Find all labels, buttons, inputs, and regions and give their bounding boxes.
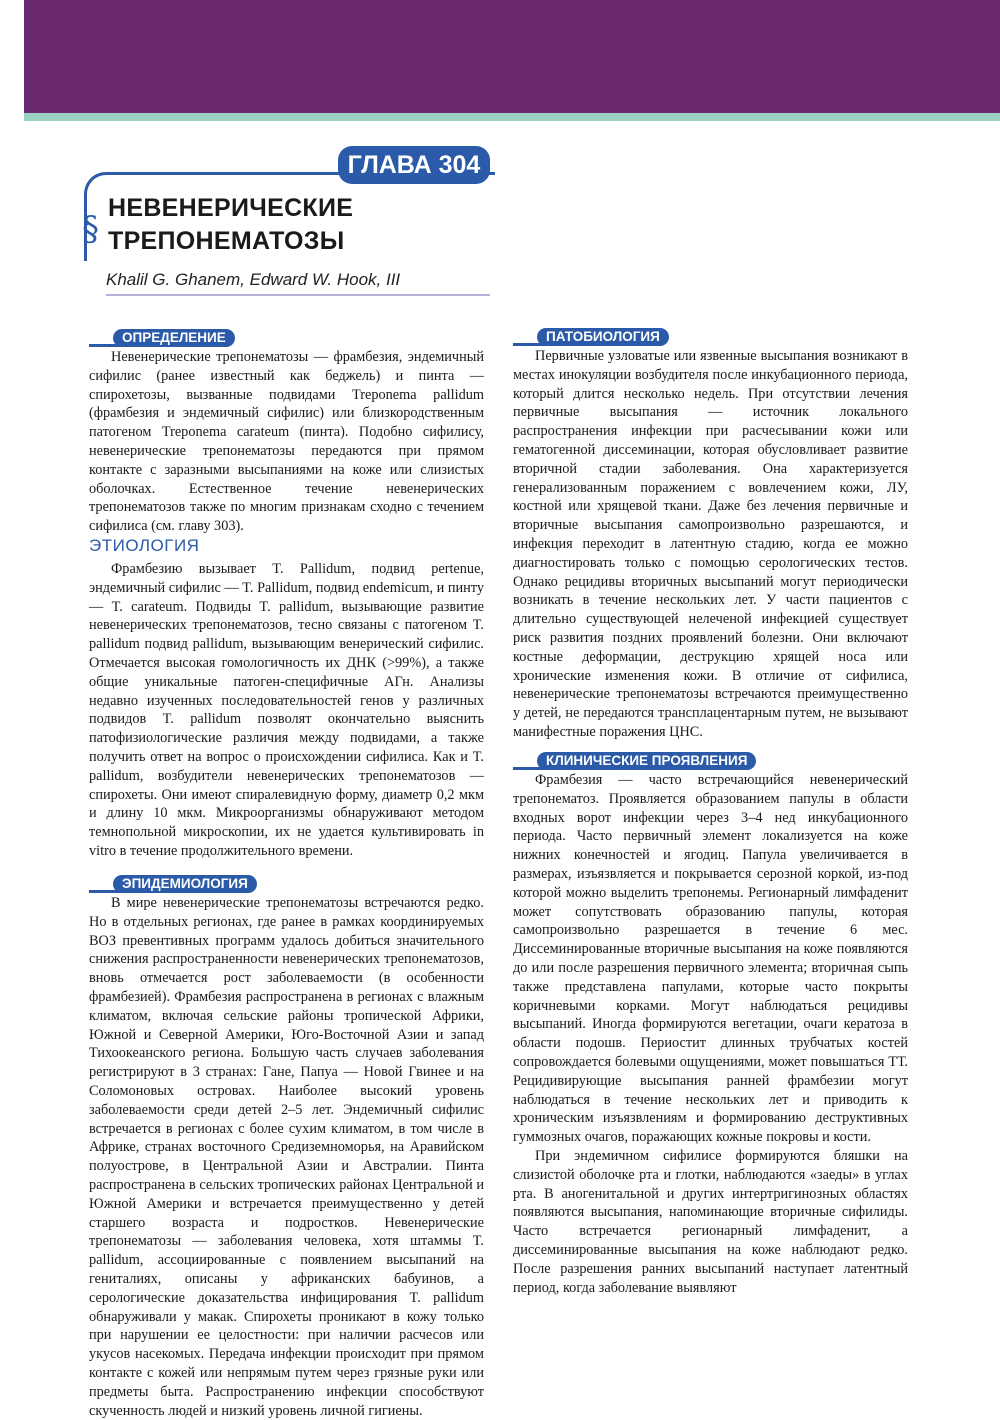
definition-text: Невенерические трепонематозы — фрамбезия, эндемичный сифилис (ранее известный как беджель) и пинта — спирохетозы, вызванные подвидами Treponema pallidum (фрамбезия и эндемичный сифилис) или близкородственным патогеном Treponema carateum (пинта). Подобно сифилису, невенерические трепонематозы передаются при прямом контакте с заразными высыпаниями на коже или слизистых оболочках. Естественное течение невенерических трепонематозов также по многим признакам сходно с течением сифилиса (см. главу 303). xyxy=(89,349,484,535)
heading-pill: ОПРЕДЕЛЕНИЕ xyxy=(113,329,235,347)
authors-rule xyxy=(106,294,490,296)
epidemiology-right xyxy=(513,155,908,315)
authors: Khalil G. Ghanem, Edward W. Hook, III xyxy=(106,270,401,289)
pathobiology-text: Первичные узловатые или язвенные высыпания возникают в местах инокуляции возбудителя после инкубационного периода, который длится несколько недель. При отсутствии лечения первичные высыпания — источник локального распространения инфекции при расчесывании кожи или гематогенной диссеминации, которая обусловливает развитие вторичной стадии заболевания. Она характеризуется генерализованным поражением с вовлечением кожи, ЛУ, костной или хрящевой ткани. Даже без лечения первичные и вторичные высыпания самопроизвольно разрешаются, и инфекция переходит в латентную стадию, когда ее можно диагностировать только с помощью серологических тестов. Однако рецидивы вторичных высыпаний могут периодически возникать в течение нескольких лет. У части пациентов с длительно существующей нелеченой инфекцией существует риск развития поздних проявлений болезни. Они включают костные деформации, деструкцию хрящей носа или хронические изменения кожи. В отличие от сифилиса, невенерические трепонематозы встречаются преимущественно у детей, не передаются трансплацентарным путем, не вызывают манифестные поражения ЦНС. xyxy=(513,348,908,740)
heading-pill: КЛИНИЧЕСКИЕ ПРОЯВЛЕНИЯ xyxy=(537,752,756,770)
etiology-heading: ЭТИОЛОГИЯ xyxy=(89,536,200,555)
epidemiology-text: В мире невенерические трепонематозы встречаются редко. Но в отдельных регионах, где ранее в рамках координируемых ВОЗ превентивных программ удалось добиться значительного снижения распространенности невенерических трепонематозов, вновь отмечается рост заболеваемости (в особенности фрамбезией). Фрамбезия распространена в регионах с влажным климатом, включая сельские районы тропической Африки, Южной и Северной Америки, Юго-Восточной Азии и запад Тихоокеанского региона. Большую часть случаев заболевания регистрируют в 3 странах: Гане, Папуа — Новой Гвинее и на Соломоновых островах. Наиболее высокий уровень заболеваемости среди детей 2–5 лет. Эндемичный сифилис встречается в регионах с более сухим климатом, в том числе в Африке, странах восточного Средиземноморья, на Аравийском полуострове, в Центральной Азии и Австралии. Пинта распространена в сельских тропических районах Центральной и Южной Америки и встречается преимущественно у детей старшего возраста и подростков. Невенерические трепонематозы — заболевания человека, хотя штаммы T. pallidum, ассоциированные с появлением высыпаний на гениталиях, описаны у африканских бабуинов, а серологические доказательства инфицирования T. pallidum обнаруживали у макак. Спирохеты проникают в кожу только при нарушении ее целостности: при наличии расчесов или укусов насекомых. Передача инфекции происходит при прямом контакте с кожей или непрямым путем через грязные руки или предметы быта. Распространению инфекции способствуют скученность людей и низкий уровень личной гигиены. xyxy=(89,895,484,1419)
clinical-text-1: Фрамбезия — часто встречающийся невенерический трепонематоз. Проявляется образованием папулы в области входных ворот инфекции через 3–4 нед инкубационного периода. Часто первичный элемент локализуется на коже нижних конечностей и ягодиц. Папула увеличивается в размерах, изъязвляется и покрывается серозной коркой, из-под которой можно выделить трепонемы. Регионарный лимфаденит может сопутствовать образованию папулы, которая самопроизвольно разрешается в течение 6 мес. Диссеминированные вторичные высыпания на коже появляются до или после разрешения первичного элемента; вторичная сыпь также представлена папулами, которые часто покрыты коричневыми корками. Могут наблюдаться рецидивы высыпаний. Иногда формируются вегетации, очаги кератоза в области подошв. Периостит длинных трубчатых костей сопровождается болевыми ощущениями, может повышаться ТТ. Рецидивирующие высыпания ранней фрамбезии могут наблюдаться в течение нескольких лет и приводить к хроническим изъязвлениям и формированию деструктивных гуммозных очагов, поражающих кожные покровы и кости. xyxy=(513,772,908,1146)
header-rule xyxy=(24,113,1000,121)
clinical-section xyxy=(513,771,908,1296)
etiology-text: Фрамбезию вызывает T. Pallidum, подвид pertenue, эндемичный сифилис — T. Pallidum, подвид endemicum, и пинту — T. carateum. Подвиды T. pallidum, вызывающие развитие невенерических трепонематозов, тесно связаны с патогеном T. pallidum подвид pallidum, вызывающим венерический сифилис. Отмечается высокая гомологичность их ДНК (>99%), а также общие уникальные патоген-специфичные АГн. Анализы недавно изученных последовательностей генов у различных подвидов T. pallidum позволят окончательно выяснить патофизиологические различия между подвидами, а также получить ответ на вопрос о происхождении сифилиса. Как и T. pallidum, возбудители невенерических трепонематозов — спирохеты. Они имеют спиралевидную форму, диаметр 0,2 мкм и длину 10 мкм. Микроорганизмы обнаруживают методом темнопольной микроскопии, их не удается культивировать in vitro в течение продолжительного времени. xyxy=(89,561,485,859)
header-band xyxy=(24,0,1000,113)
etiology-section xyxy=(89,560,484,861)
heading-pill: ПАТОБИОЛОГИЯ xyxy=(537,328,669,346)
pathobiology-section xyxy=(513,347,908,742)
epidemiology-left xyxy=(89,894,484,1419)
clinical-text-2: При эндемичном сифилисе формируются бляшки на слизистой оболочке рта и глотки, наблюдаются «заеды» в углах рта. В аногенитальной и других интертригинозных областях появляются высыпания, напоминающие вторичные сифилиды. Часто встречается регионарный лимфаденит, а диссеминированные высыпания на коже наблюдают редко. После разрешения ранних высыпаний наступает латентный период, когда заболевание выявляют xyxy=(513,1147,908,1296)
chapter-title: НЕВЕНЕРИЧЕСКИЕ ТРЕПОНЕМАТОЗЫ xyxy=(108,194,354,255)
section-ornament-icon: § xyxy=(82,209,99,249)
definition-section xyxy=(89,348,484,536)
heading-pill: ЭПИДЕМИОЛОГИЯ xyxy=(113,875,257,893)
chapter-badge: ГЛАВА 304 xyxy=(338,146,490,184)
